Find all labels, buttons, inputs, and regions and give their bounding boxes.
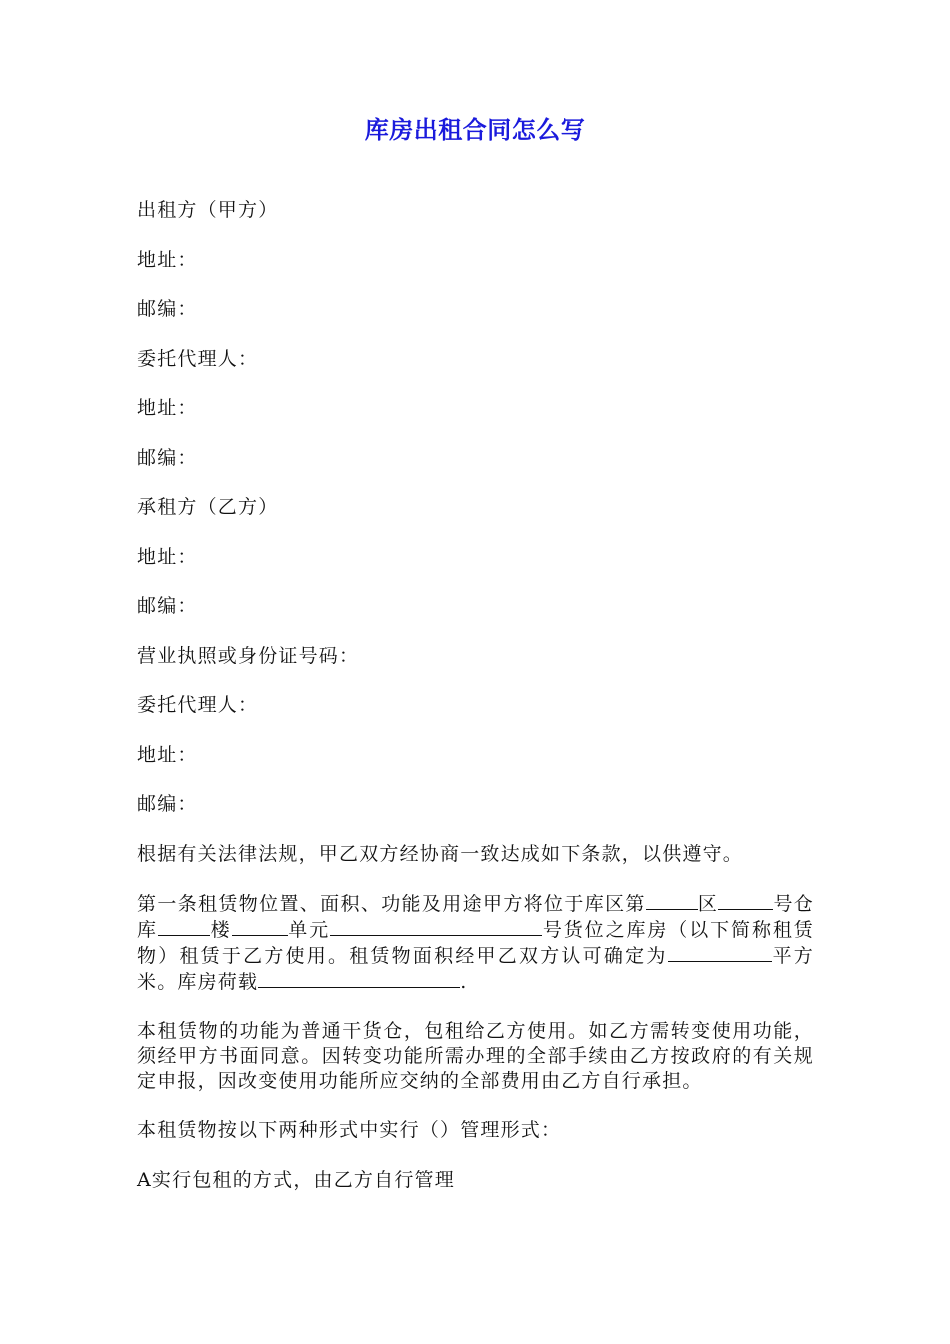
article-1-text-e: 单元 (287, 919, 331, 941)
option-a: A实行包租的方式，由乙方自行管理 (137, 1168, 455, 1191)
lessee-license-label: 营业执照或身份证号码： (137, 644, 360, 667)
article-1-text-g: 平方米。库房荷载 (137, 945, 814, 993)
lessor-postcode-label: 邮编： (137, 298, 198, 320)
lessor-agent-label: 委托代理人： (137, 347, 259, 370)
lessee-agent-label: 委托代理人： (137, 694, 259, 716)
contract-body (137, 198, 814, 1217)
lessee-agent-postcode-label: 邮编： (137, 793, 198, 815)
zone-blank (646, 891, 698, 910)
article-1-text-b: 区 (697, 893, 719, 915)
unit-blank (232, 917, 288, 936)
lessee-agent-address-label: 地址： (137, 743, 198, 766)
management-paragraph: 本租赁物按以下两种形式中实行（）管理形式： (137, 1119, 562, 1141)
preamble: 根据有关法律法规，甲乙双方经协商一致达成如下条款，以供遵守。 (137, 842, 744, 865)
lessor-address-label: 地址： (137, 248, 198, 271)
article-1-text-f: 号货位之库房（以下简称租赁物）租赁于乙方使用。租赁物面积经甲乙双方认可确定为 (137, 919, 815, 967)
lessor-agent-postcode-label: 邮编： (137, 446, 198, 469)
load-blank (258, 969, 460, 988)
lessee-postcode-label: 邮编： (137, 595, 198, 617)
article-1-text-d: 楼 (209, 919, 232, 941)
article-1-text-a: 第一条租赁物位置、面积、功能及用途甲方将位于库区第 (137, 893, 646, 915)
lessor-heading: 出租方（甲方） (137, 199, 279, 221)
warehouse-number-blank (718, 891, 773, 910)
area-blank (668, 943, 772, 962)
slot-blank (330, 917, 542, 936)
article-1 (137, 891, 814, 995)
article-1-text-c: 号仓库 (137, 893, 814, 941)
article-1-text-h: . (460, 971, 468, 993)
document-title: 库房出租合同怎么写 (364, 116, 586, 144)
function-paragraph: 本租赁物的功能为普通干货仓，包租给乙方使用。如乙方需转变使用功能，须经甲方书面同意。因转变功能所需办理的全部手续由乙方按政府的有关规定申报，因改变使用功能所应交纳的全部费用由乙方自行承担。 (137, 1020, 814, 1092)
floor-blank (158, 917, 210, 936)
lessee-heading: 承租方（乙方） (137, 496, 279, 518)
lessee-address-label: 地址： (137, 545, 198, 568)
lessor-agent-address-label: 地址： (137, 397, 198, 419)
